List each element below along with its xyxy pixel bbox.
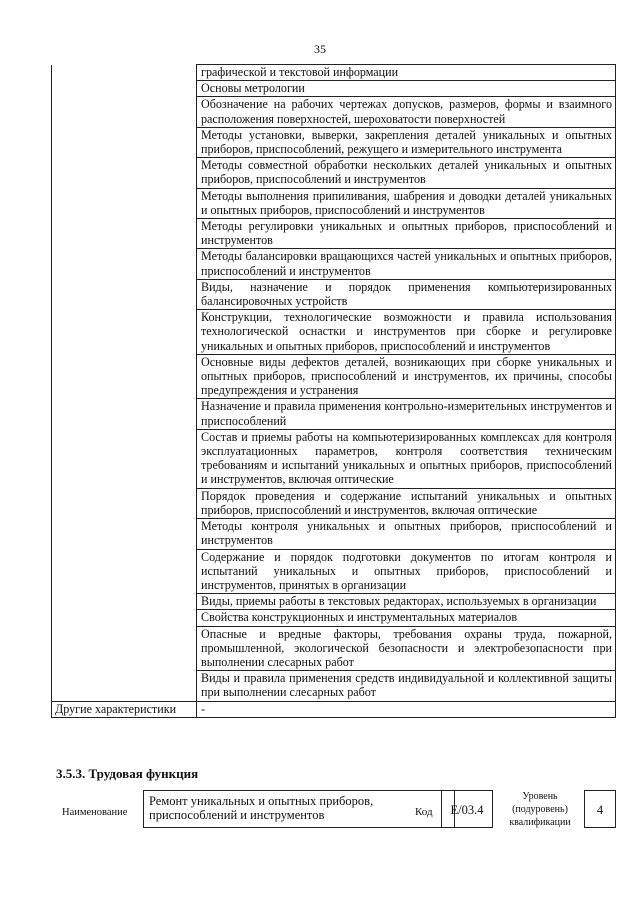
knowledge-item: Методы выполнения припиливания, шабрения и доводки деталей уникальных и опытных приборов, приспособлений и инструментов: [197, 188, 616, 218]
other-characteristics-row: [52, 701, 616, 717]
table-label-cell: [52, 594, 197, 610]
table-row: [52, 488, 616, 518]
table-row: [52, 81, 616, 97]
knowledge-item: Виды и правила применения средств индивидуальной и коллективной защиты при выполнении слесарных работ: [197, 671, 616, 701]
knowledge-item: Обозначение на рабочих чертежах допусков, размеров, формы и взаимного расположения поверхностей, шероховатости поверхностей: [197, 97, 616, 127]
table-row: [52, 127, 616, 157]
table-label-cell: [52, 249, 197, 279]
table-row: [52, 158, 616, 188]
knowledge-table-body: [52, 65, 616, 718]
table-row: [52, 219, 616, 249]
table-row: [52, 97, 616, 127]
table-row: [52, 671, 616, 701]
knowledge-item: Методы регулировки уникальных и опытных приборов, приспособлений и инструментов: [197, 219, 616, 249]
table-label-cell: [52, 429, 197, 488]
qualification-level-label: Уровень (подуровень) квалификации: [509, 791, 571, 828]
name-value-box: Ремонт уникальных и опытных приборов, приспособлений и инструментов: [143, 790, 455, 828]
table-label-cell: [52, 158, 197, 188]
table-row: [52, 399, 616, 429]
table-label-cell: [52, 626, 197, 671]
table-label-cell: [52, 279, 197, 309]
table-label-cell: [52, 127, 197, 157]
knowledge-item: Виды, назначение и порядок применения компьютеризированных балансировочных устройств: [197, 279, 616, 309]
table-row: [52, 626, 616, 671]
table-row: [52, 188, 616, 218]
knowledge-item: Методы балансировки вращающихся частей уникальных и опытных приборов, приспособлений и инструментов: [197, 249, 616, 279]
knowledge-item: графической и текстовой информации: [197, 65, 616, 81]
table-row: [52, 354, 616, 399]
knowledge-item: Состав и приемы работы на компьютеризированных комплексах для контроля эксплуатационных параметров, контроля соответствия техническим требованиям и испытаний уникальных и опытных приборов, приспособлений и инструментов, включая оптические: [197, 429, 616, 488]
table-row: [52, 429, 616, 488]
knowledge-item: Методы контроля уникальных и опытных приборов, приспособлений и инструментов: [197, 519, 616, 549]
table-row: [52, 549, 616, 594]
table-row: [52, 279, 616, 309]
table-label-cell: [52, 519, 197, 549]
table-label-cell: [52, 219, 197, 249]
knowledge-item: Свойства конструкционных и инструментальных материалов: [197, 610, 616, 626]
knowledge-item: Назначение и правила применения контрольно-измерительных инструментов и приспособлений: [197, 399, 616, 429]
knowledge-item: Опасные и вредные факторы, требования охраны труда, пожарной, промышленной, экологической безопасности и электробезопасности при выполнении слесарных работ: [197, 626, 616, 671]
table-row: [52, 249, 616, 279]
code-label: Код: [415, 806, 433, 818]
code-value-box: E/03.4: [441, 790, 493, 828]
other-characteristics-value: -: [197, 701, 616, 717]
table-label-cell: [52, 188, 197, 218]
knowledge-item: Основные виды дефектов деталей, возникающих при сборке уникальных и опытных приборов, приспособлений и инструментов, их причины, способы предупреждения и устранения: [197, 354, 616, 399]
table-label-cell: [52, 81, 197, 97]
table-row: [52, 310, 616, 355]
knowledge-table: [51, 64, 616, 718]
table-label-cell: [52, 65, 197, 81]
table-row: [52, 519, 616, 549]
labor-function-row: [56, 790, 616, 838]
knowledge-item: Методы совместной обработки нескольких деталей уникальных и опытных приборов, приспособлений и инструментов: [197, 158, 616, 188]
knowledge-item: Порядок проведения и содержание испытаний уникальных и опытных приборов, приспособлений и инструментов, включая оптические: [197, 488, 616, 518]
knowledge-item: Основы метрологии: [197, 81, 616, 97]
table-row: [52, 610, 616, 626]
other-characteristics-label: Другие характеристики: [52, 701, 197, 717]
table-label-cell: [52, 97, 197, 127]
table-label-cell: [52, 488, 197, 518]
table-label-cell: [52, 671, 197, 701]
knowledge-item: Виды, приемы работы в текстовых редакторах, используемых в организации: [197, 594, 616, 610]
knowledge-item: Методы установки, выверки, закрепления деталей уникальных и опытных приборов, приспособлений, режущего и измерительного инструмента: [197, 127, 616, 157]
knowledge-item: Содержание и порядок подготовки документов по итогам контроля и испытаний уникальных и опытных приборов, приспособлений и инструментов, принятых в организации: [197, 549, 616, 594]
table-row: [52, 65, 616, 81]
table-row: [52, 594, 616, 610]
knowledge-item: Конструкции, технологические возможности и правила использования технологической оснастки и инструментов при сборке и регулировке уникальных и опытных приборов, приспособлений и инструментов: [197, 310, 616, 355]
qualification-level-box: 4: [584, 790, 616, 828]
page-number: 35: [314, 42, 326, 56]
section-title: 3.5.3. Трудовая функция: [56, 766, 199, 781]
name-label: Наименование: [62, 807, 128, 818]
table-label-cell: [52, 399, 197, 429]
table-label-cell: [52, 549, 197, 594]
table-label-cell: [52, 310, 197, 355]
table-label-cell: [52, 354, 197, 399]
table-label-cell: [52, 610, 197, 626]
